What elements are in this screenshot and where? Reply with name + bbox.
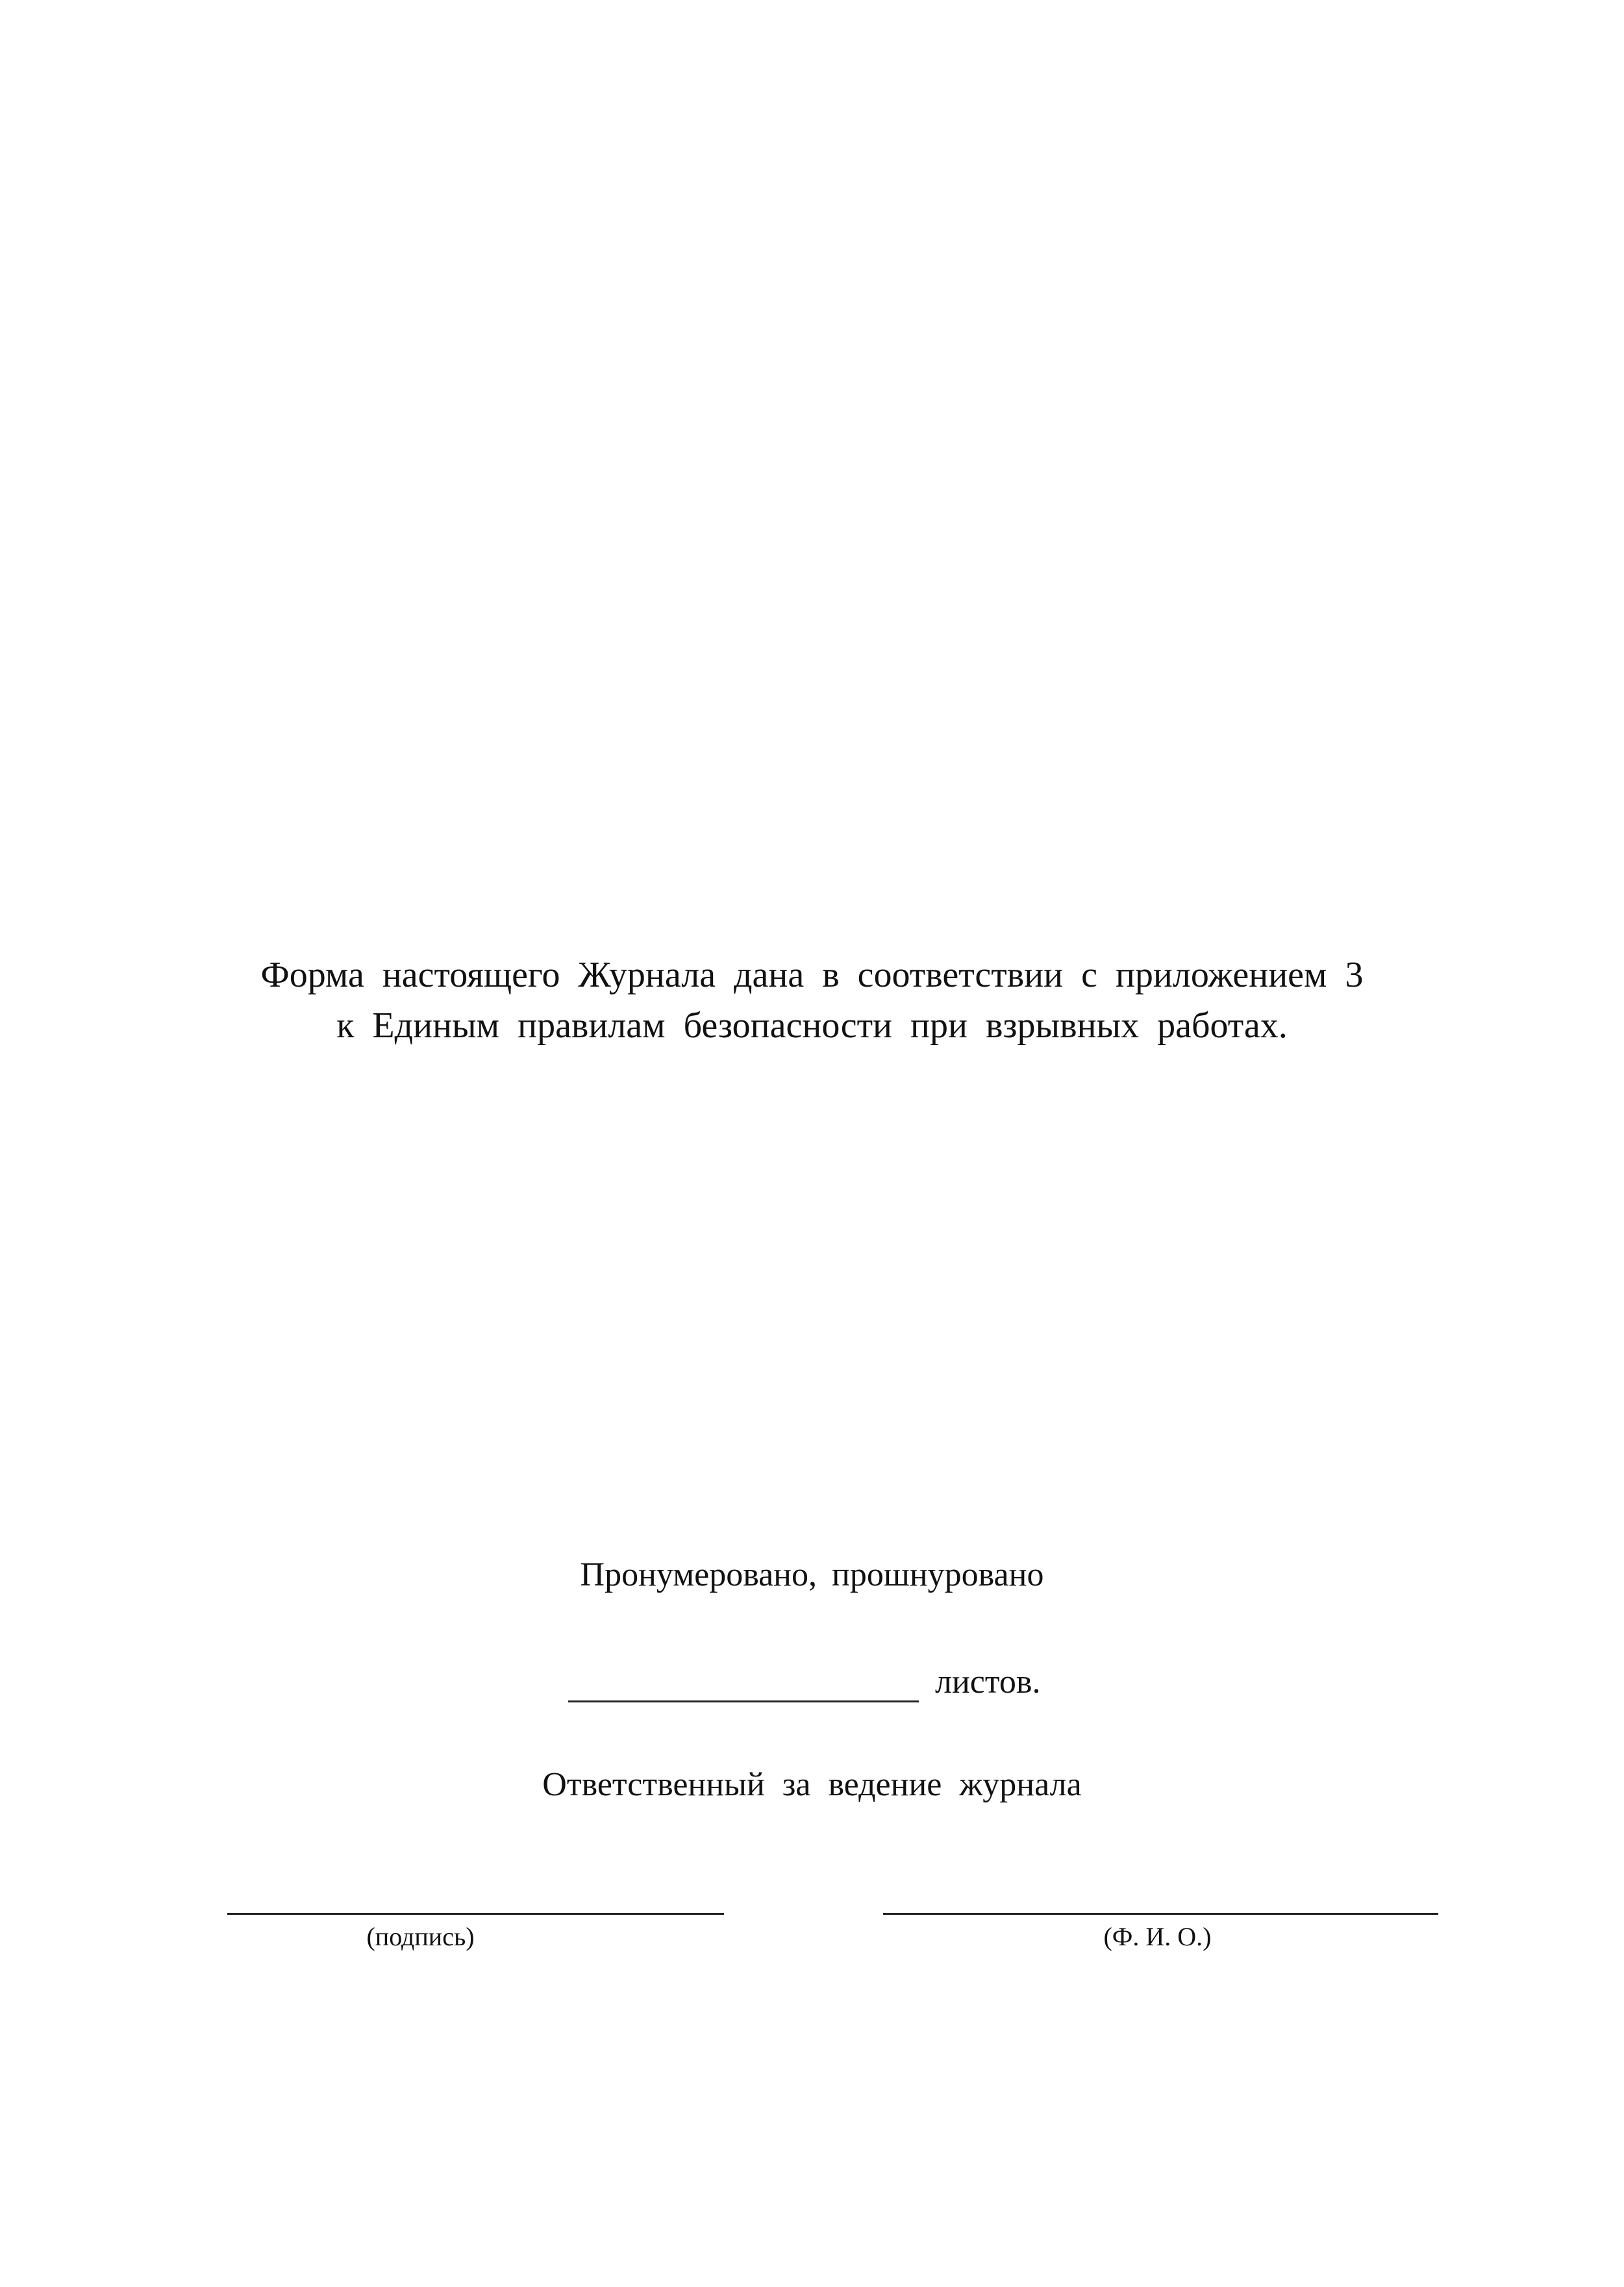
sheets-count-blank-line — [568, 1700, 919, 1702]
name-caption: (Ф. И. О.) — [1103, 1922, 1212, 1951]
sheets-label: листов. — [935, 1663, 1041, 1700]
signature-caption: (подпись) — [366, 1922, 475, 1951]
sheets-count-row — [0, 1663, 1624, 1708]
name-block — [883, 1913, 1438, 1952]
signature-blank-line — [227, 1913, 724, 1915]
form-note-line-2: к Единым правилам безопасности при взрывных работах. — [336, 1005, 1288, 1046]
form-note — [0, 950, 1624, 1051]
form-note-line-1: Форма настоящего Журнала дана в соответствии с приложением 3 — [260, 955, 1364, 995]
responsible-person-label: Ответственный за ведение журнала — [542, 1766, 1082, 1803]
signature-block — [227, 1913, 724, 1952]
numbered-laced-label: Пронумеровано, прошнуровано — [580, 1556, 1044, 1593]
name-blank-line — [883, 1913, 1438, 1915]
